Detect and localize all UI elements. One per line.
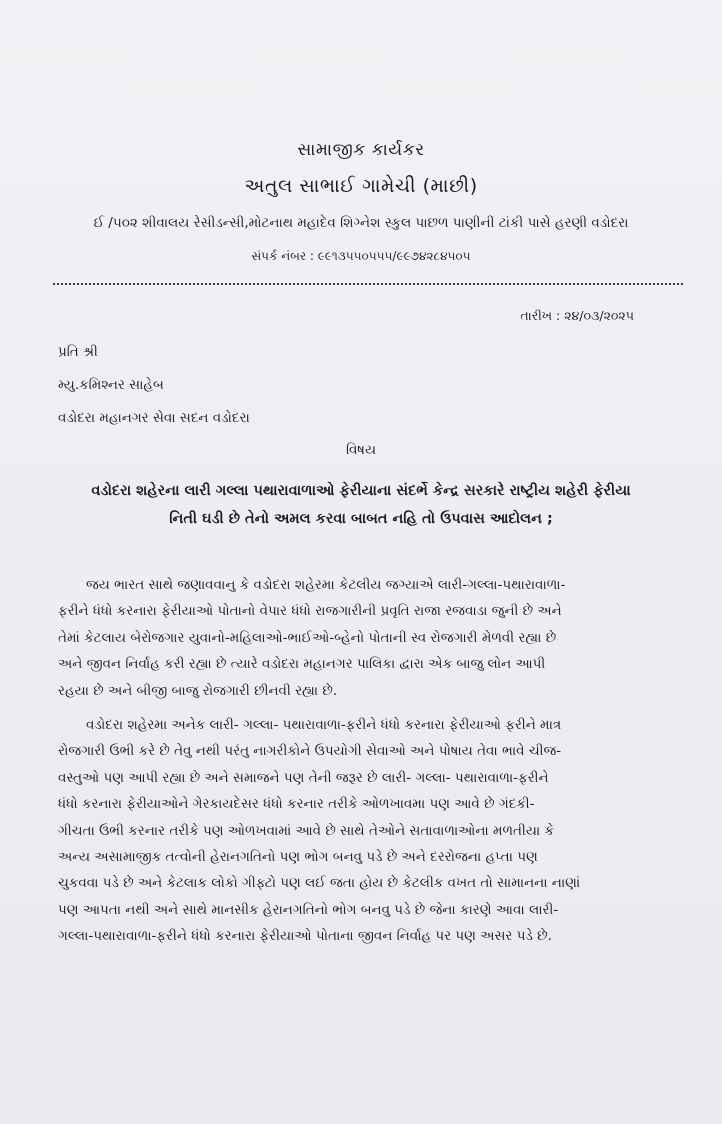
- subject-line: નિતી ઘડી છે તેનો અમલ કરવા બાબત નહિ તો ઉપવાસ આદોલન ;: [169, 511, 553, 527]
- paragraph-line: ચુકવવા પડે છે અને કેટલાક લોકો ગીફ્ટો પણ લઈ જતા હોય છે કેટલીક વખત તો સામાનના નાણાં: [58, 875, 581, 892]
- paragraph-line: પણ આપતા નથી અને સાથે માનસીક હેરાનગતિનો ભોગ બનવુ પડે છે જેના કારણે આવા લારી-: [58, 901, 559, 918]
- recipient-title: મ્યુ.કમિશ્નર સાહેબ: [58, 377, 164, 393]
- letterhead-phone: સંપર્ક નંબર : ૯૯૧૩૫૫૦૫૫૫/૯૯૭૪૨૮૪૫૦૫: [251, 249, 471, 263]
- paragraph-line: તેમાં કેટલાય બેરોજગાર યુવાનો-મહિલાઓ-ભાઈઓ-બ્હેનો પોતાની સ્વ રોજગારી મેળવી રહ્યા છે: [58, 629, 557, 646]
- body-paragraph-2: [58, 712, 676, 950]
- subject-line: વડોદરા શહેરના લારી ગલ્લા પથારાવાળાઓ ફેરીયાના સંદર્ભે કેન્દ્ર સરકારે રાષ્ટ્રીય શહેરી ફેરીયા: [91, 483, 631, 499]
- paragraph-line: વડોદરા શહેરમા અનેક લારી- ગલ્લા- પથારાવાળા-ફરીને ધંધો કરનારા ફેરીયાઓ ફરીને માત્ર: [86, 717, 562, 733]
- paragraph-line: ગીચતા ઉભી કરનાર તરીકે પણ ઓળખવામાં આવે છે સાથે તેઓને સતાવાળાઓના મળતીયા કે: [58, 822, 555, 839]
- paragraph-line: અને જીવન નિર્વાહ કરી રહ્યા છે ત્યારે વડોદરા મહાનગર પાલિકા દ્વારા એક બાજુ લોન આપી: [58, 656, 546, 673]
- paragraph-line: ધંધો કરનારા ફેરીયાઓને ગેરકાયદેસર ધંધો કરનાર તરીકે ઓળખાવમા પણ આવે છે ગંદકી-: [58, 796, 535, 813]
- paragraph-line: અન્ય અસામાજીક તત્વોની હેરાનગતિનો પણ ભોગ બનવુ પડે છે અને દરરોજના હપ્તા પણ: [58, 849, 538, 866]
- paragraph-line: ગલ્લા-પથારાવાળા-ફરીને ધંધો કરનારા ફેરીયાઓ પોતાના જીવન નિર્વાહ પર પણ અસર પડે છે.: [58, 928, 552, 945]
- paragraph-line: જય ભારત સાથે જણાવવાનુ કે વડોદરા શહેરમા કેટલીય જગ્યાએ લારી-ગલ્લા-પથારાવાળા-: [86, 577, 566, 593]
- paragraph-line: રોજગારી ઉભી કરે છે તેવુ નથી પરંતુ નાગરીકોને ઉપયોગી સેવાઓ અને પોષાય તેવા ભાવે ચીજ-: [58, 743, 562, 760]
- recipient-salutation: પ્રતિ શ્રી: [58, 344, 98, 360]
- letter-date: તારીખ : ૨૪/૦૩/૨૦૨૫: [520, 308, 634, 323]
- subject-label: વિષય: [345, 442, 377, 458]
- paragraph-line: રહયા છે અને બીજી બાજુ રોજગારી છીનવી રહ્યા છે.: [58, 682, 338, 699]
- letterhead-title: સામાજીક કાર્યકર: [297, 140, 425, 160]
- recipient-office: વડોદરા મહાનગર સેવા સદન વડોદરા: [58, 410, 250, 426]
- body-paragraph-1: [58, 572, 676, 704]
- letterhead-name: અતુલ સાભાઈ ગામેચી (માછી): [244, 175, 478, 197]
- paragraph-line: વસ્તુઓ પણ આપી રહ્યા છે અને સમાજને પણ તેની જરૂર છે લારી- ગલ્લા- પથારાવાળા-ફરીને: [58, 769, 549, 786]
- letterhead-address: ઈ /૫૦૨ શીવાલય રેસીડન્સી,મોટનાથ મહાદેવ શિગ્નેશ સ્કુલ પાછળ પાણીની ટાંકી પાસે હરણી વડોદરા: [93, 215, 629, 231]
- paragraph-line: ફરીને ધંધો કરનારા ફેરીયાઓ પોતાનો વેપાર ધંધો રાજગારીની પ્રવૃતિ રાજા રજવાડા જુની છે અને: [58, 603, 562, 620]
- dotted-divider: [53, 283, 683, 285]
- subject-text: [40, 477, 682, 533]
